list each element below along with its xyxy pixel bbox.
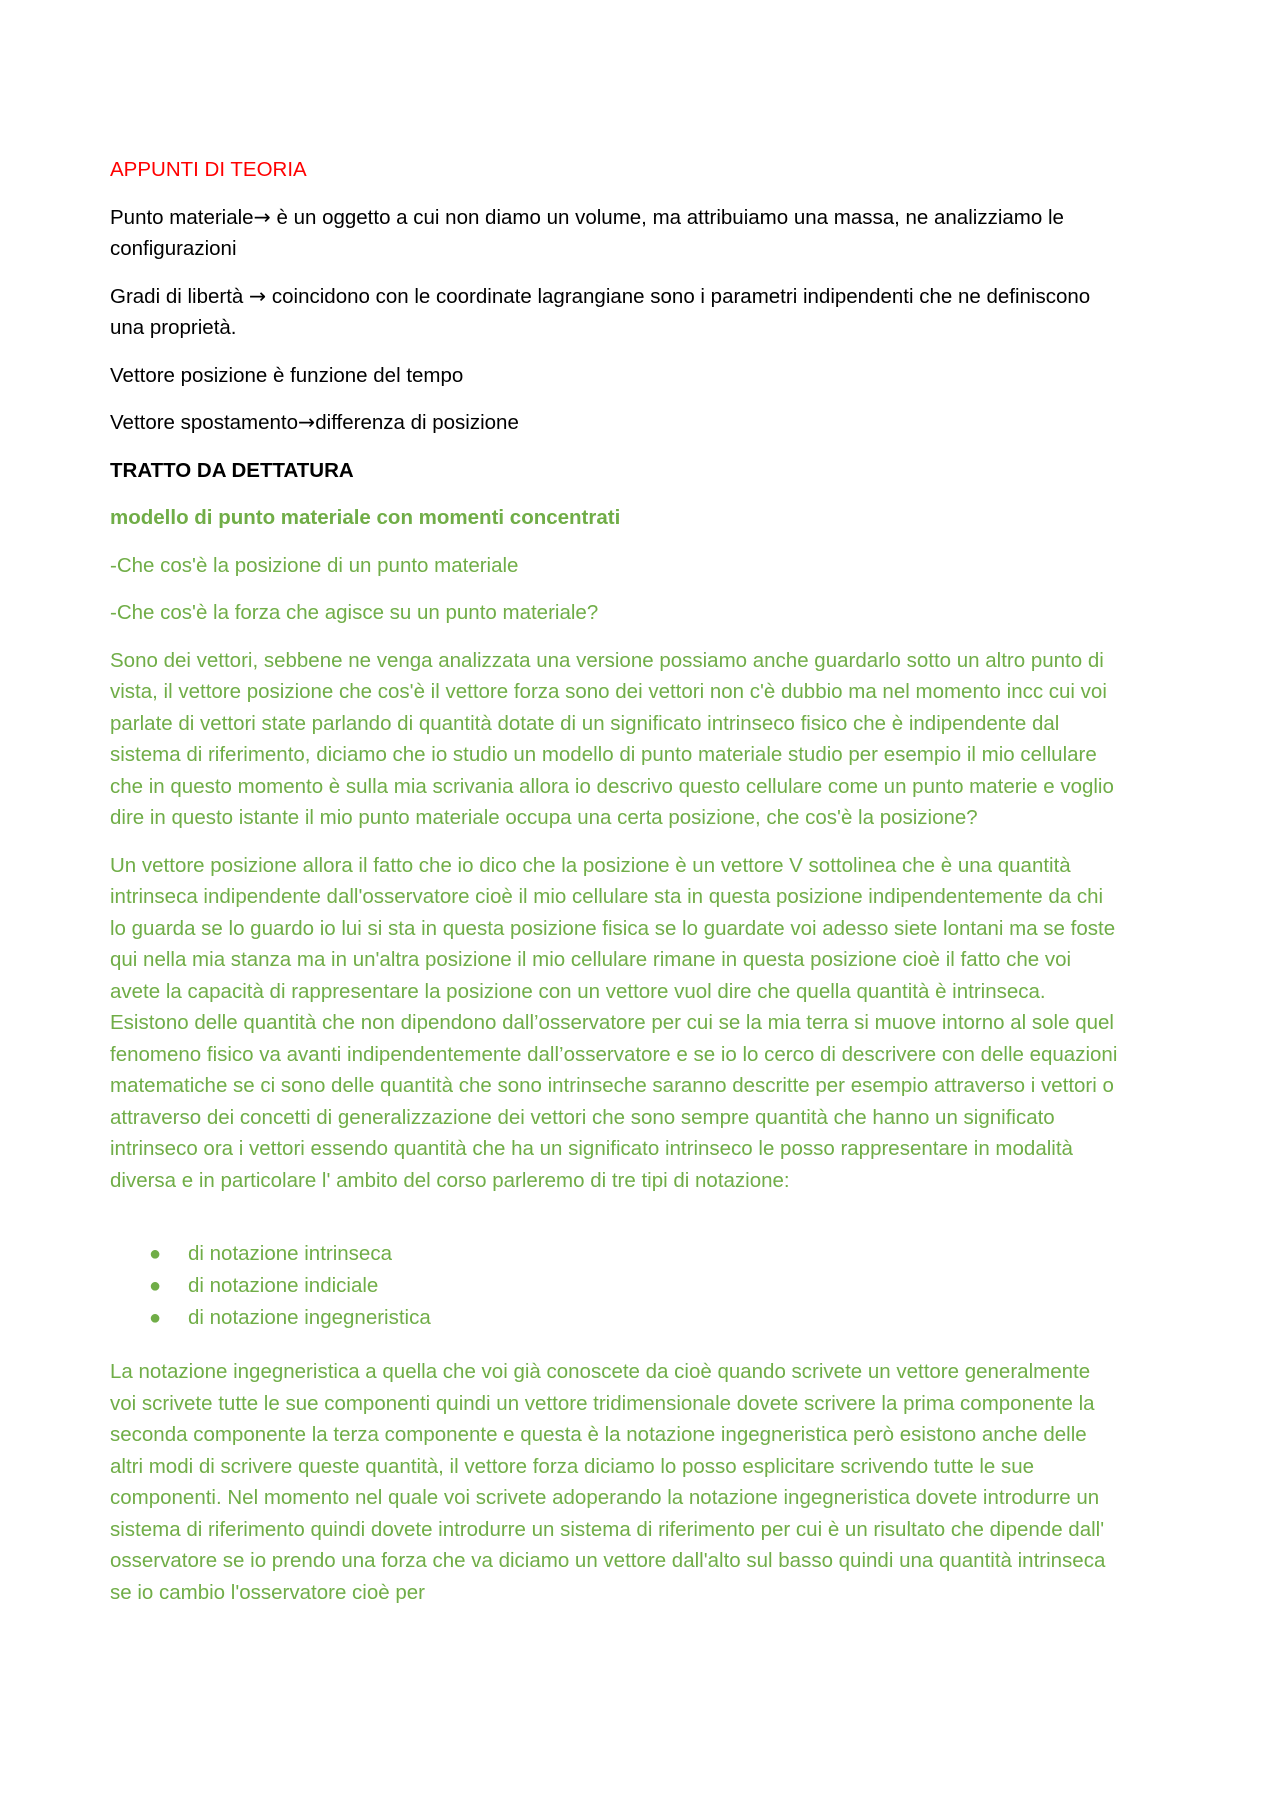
document-page bbox=[110, 154, 1120, 1624]
list-item-text: di notazione indiciale bbox=[188, 1274, 379, 1297]
list-item bbox=[110, 1238, 1120, 1270]
paragraph-1: Sono dei vettori, sebbene ne venga analizzata una versione possiamo anche guardarlo sotto un altro punto di vista, il vettore posizione che cos'è il vettore forza sono dei vettori non c'è dubbio ma nel momento incc cui voi parlate di vettori state parlando di quantità dotate di un significato intrinseco fisico che è indipendente dal sistema di riferimento, diciamo che io studio un modello di punto materiale studio per esempio il mio cellulare che in questo momento è sulla mia scrivania allora io descrivo questo cellulare come un punto materie e voglio dire in questo istante il mio punto materiale occupa una certa posizione, che cos'è la posizione? bbox=[110, 648, 1114, 829]
paragraph-2: Un vettore posizione allora il fatto che io dico che la posizione è un vettore V sottolinea che è una quantità intrinseca indipendente dall'osservatore cioè il mio cellulare sta in questa posizione indipendentemente da chi lo guarda se lo guardo io lui si sta in questa posizione fisica se lo guardate voi adesso siete lontani ma se foste qui nella mia stanza ma in un'altra posizione il mio cellulare rimane in questa posizione cioè il fatto che voi avete la capacità di rappresentare la posizione con un vettore vuol dire che quella quantità è intrinseca. Esistono delle quantità che non dipendono dall’osservatore per cui se la mia terra si muove intorno al sole quel fenomeno fisico va avanti indipendentemente dall’osservatore e se io lo cerco di descrivere con delle equazioni matematiche se ci sono delle quantità che sono intrinseche saranno descritte per esempio attraverso i vettori o attraverso dei concetti di generalizzazione dei vettori che sono sempre quantità che hanno un significato intrinseco ora i vettori essendo quantità che ha un significato intrinseco le posso rappresentare in modalità diversa e in particolare l' ambito del corso parleremo di tre tipi di notazione: bbox=[110, 853, 1118, 1192]
arrow-right-icon: → bbox=[298, 410, 316, 434]
definition-text: è un oggetto a cui non diamo un volume, ma attribuiamo una massa, ne analizziamo le configurazioni bbox=[110, 205, 1064, 260]
arrow-right-icon: → bbox=[249, 283, 267, 308]
bullet-icon: ● bbox=[149, 1243, 162, 1265]
section-title: TRATTO DA DETTATURA bbox=[110, 458, 354, 482]
definition-text: coincidono con le coordinate lagrangiane sono i parametri indipendenti che ne definiscono una proprietà. bbox=[110, 284, 1091, 339]
definition-punto-materiale bbox=[110, 202, 1120, 265]
definition-vettore-posizione: Vettore posizione è funzione del tempo bbox=[110, 363, 464, 387]
paragraph-3: La notazione ingegneristica a quella che voi già conoscete da cioè quando scrivete un vettore generalmente voi scrivete tutte le sue componenti quindi un vettore tridimensionale dovete scrivere la prima componente la seconda componente la terza componente e questa è la notazione ingegneristica però esistono anche delle altri modi di scrivere queste quantità, il vettore forza diciamo lo posso esplicitare scrivendo tutte le sue componenti. Nel momento nel quale voi scrivete adoperando la notazione ingegneristica dovete introdurre un sistema di riferimento quindi dovete introdurre un sistema di riferimento per cui è un risultato che dipende dall' osservatore se io prendo una forza che va diciamo un vettore dall'alto sul basso quindi una quantità intrinseca se io cambio l'osservatore cioè per bbox=[110, 1360, 1106, 1604]
bullet-icon: ● bbox=[149, 1307, 162, 1329]
definition-gradi-liberta bbox=[110, 281, 1120, 344]
list-item-text: di notazione ingegneristica bbox=[188, 1306, 431, 1329]
subsection-title: modello di punto materiale con momenti concentrati bbox=[110, 506, 621, 529]
question-1: -Che cos'è la posizione di un punto materiale bbox=[110, 553, 519, 577]
question-2: -Che cos'è la forza che agisce su un punto materiale? bbox=[110, 601, 599, 624]
page-heading: APPUNTI DI TEORIA bbox=[110, 158, 307, 181]
notation-list bbox=[110, 1238, 1120, 1334]
definition-text: differenza di posizione bbox=[315, 411, 519, 434]
bullet-icon: ● bbox=[149, 1275, 162, 1297]
list-item bbox=[110, 1302, 1120, 1334]
arrow-right-icon: → bbox=[253, 204, 271, 229]
list-item-text: di notazione intrinseca bbox=[188, 1242, 392, 1265]
term-vettore-spostamento: Vettore spostamento bbox=[110, 411, 299, 434]
term-gradi-liberta: Gradi di libertà bbox=[110, 284, 250, 308]
list-item bbox=[110, 1270, 1120, 1302]
definition-vettore-spostamento bbox=[110, 407, 1120, 439]
term-punto-materiale: Punto materiale bbox=[110, 205, 254, 229]
